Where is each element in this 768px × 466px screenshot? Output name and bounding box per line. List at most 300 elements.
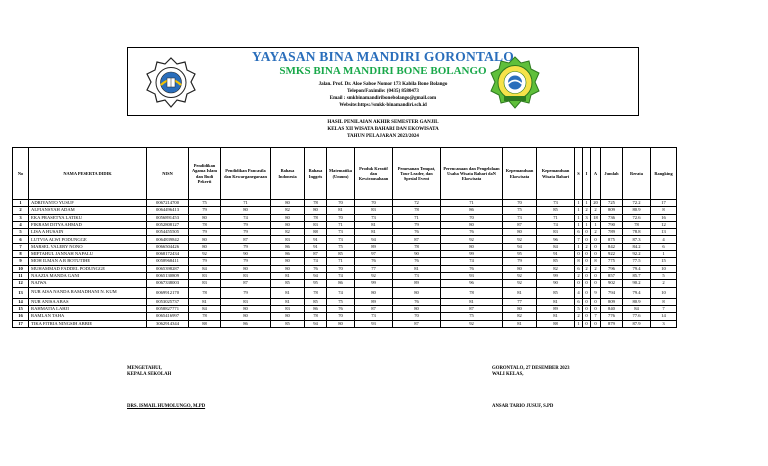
table-cell: 72.6: [623, 214, 651, 221]
table-cell: 70: [327, 214, 355, 221]
table-row: [13, 221, 677, 228]
table-cell: 2: [651, 280, 677, 287]
table-cell: 84: [623, 306, 651, 313]
row-number-cell: 2: [13, 207, 29, 214]
table-cell: 0: [583, 287, 591, 298]
table-cell: 0058827771: [147, 306, 189, 313]
table-cell: 76: [305, 265, 327, 272]
table-cell: 89: [355, 243, 393, 250]
table-cell: 91: [305, 243, 327, 250]
column-header: Pemesanan Tempat, Tour Leader, dan Spesial Event: [393, 148, 441, 200]
table-cell: 84: [537, 243, 575, 250]
table-cell: 0068172434: [147, 251, 189, 258]
student-name-cell: LUTVIA ALWI PODUNGGE: [29, 236, 147, 243]
table-cell: 71: [221, 200, 271, 207]
table-cell: 80: [271, 258, 305, 265]
table-cell: 0052808127: [147, 221, 189, 228]
table-cell: 78: [305, 313, 327, 320]
table-cell: 0065398287: [147, 265, 189, 272]
column-header: Perencanaan dan Pengelolaan Usaha Wisata Bahari daN Ekowisata: [441, 148, 503, 200]
table-cell: 789: [601, 229, 623, 236]
table-cell: 80: [189, 236, 221, 243]
table-cell: 775: [601, 258, 623, 265]
table-cell: 94: [305, 272, 327, 279]
table-row: [13, 313, 677, 320]
table-cell: 78: [189, 287, 221, 298]
school-website: Website:https://smkk-binamandiri.sch.id: [339, 103, 427, 108]
table-cell: 78: [305, 200, 327, 207]
table-cell: 85: [327, 251, 355, 258]
table-cell: 87.9: [623, 320, 651, 327]
column-header: Pendidikan Agama Islam dan Budi Pekerti: [189, 148, 221, 200]
report-class: KELAS XII WISATA BAHARI DAN EKOWISATA: [327, 126, 439, 132]
table-row: [13, 298, 677, 305]
table-cell: 78: [441, 287, 503, 298]
student-name-cell: RAHMATIA LAHJI: [29, 306, 147, 313]
table-cell: 0: [583, 229, 591, 236]
table-cell: 79: [393, 221, 441, 228]
table-cell: 73: [327, 229, 355, 236]
table-cell: 82: [537, 265, 575, 272]
table-cell: 70: [355, 200, 393, 207]
table-cell: 80: [503, 229, 537, 236]
table-cell: 85.7: [623, 272, 651, 279]
table-cell: 81: [441, 298, 503, 305]
table-cell: 6: [575, 298, 583, 305]
table-cell: 80: [271, 313, 305, 320]
table-cell: 80: [271, 214, 305, 221]
table-cell: 80: [221, 306, 271, 313]
school-address: Jalan. Prof. Dr. Aloe Saboe Nomor 173 Kabila Bone Bolango: [318, 82, 448, 87]
table-cell: 14: [651, 313, 677, 320]
table-cell: 79: [221, 287, 271, 298]
table-cell: 0064839842: [147, 236, 189, 243]
column-header: Jumlah: [601, 148, 623, 200]
table-cell: 3062914344: [147, 320, 189, 327]
table-cell: 74: [537, 221, 575, 228]
student-name-cell: TIKA FITRIA NINGSIH ABBIE: [29, 320, 147, 327]
table-cell: 1: [575, 207, 583, 214]
table-row: [13, 320, 677, 327]
table-cell: 70: [327, 313, 355, 320]
teacher-name: ANSAR TARIO JUSUF, S.PD: [492, 404, 554, 409]
table-row: [13, 287, 677, 298]
table-cell: 79.4: [623, 287, 651, 298]
column-header: Rangking: [651, 148, 677, 200]
table-cell: 842: [601, 243, 623, 250]
table-cell: 99: [441, 251, 503, 258]
table-cell: 79.4: [623, 265, 651, 272]
table-cell: 0: [591, 320, 601, 327]
table-cell: 0053025737: [147, 298, 189, 305]
table-cell: 84: [189, 306, 221, 313]
table-cell: 80: [393, 306, 441, 313]
table-cell: 0: [591, 272, 601, 279]
principal-signature-block: [127, 366, 171, 379]
table-cell: 73: [327, 236, 355, 243]
table-cell: 0: [583, 313, 591, 320]
table-cell: 0: [591, 243, 601, 250]
table-cell: 74: [441, 258, 503, 265]
table-cell: 2: [583, 207, 591, 214]
table-cell: 73: [537, 200, 575, 207]
table-cell: 17: [651, 200, 677, 207]
table-row: [13, 229, 677, 236]
teacher-signature-block: [492, 366, 569, 379]
table-cell: 92: [503, 280, 537, 287]
table-cell: 82: [271, 207, 305, 214]
table-cell: 0069912170: [147, 287, 189, 298]
table-cell: 5: [575, 306, 583, 313]
student-name-cell: ADRIYANTO YUSUF: [29, 200, 147, 207]
table-cell: 0: [591, 306, 601, 313]
table-cell: 0066504426: [147, 243, 189, 250]
table-cell: 3: [583, 214, 591, 221]
table-cell: 89: [393, 280, 441, 287]
table-cell: 72.2: [623, 200, 651, 207]
table-cell: 73: [393, 272, 441, 279]
table-cell: 82: [503, 313, 537, 320]
table-cell: 794: [601, 287, 623, 298]
table-cell: 1: [575, 243, 583, 250]
table-cell: 81: [327, 207, 355, 214]
table-cell: 80: [441, 243, 503, 250]
table-row: [13, 265, 677, 272]
table-cell: 2: [591, 207, 601, 214]
table-cell: 92: [441, 320, 503, 327]
table-cell: 70: [393, 313, 441, 320]
row-number-cell: 9: [13, 258, 29, 265]
table-cell: 79: [503, 258, 537, 265]
table-cell: 80.9: [623, 207, 651, 214]
table-cell: 80: [271, 265, 305, 272]
table-cell: 83: [271, 306, 305, 313]
homeroom-title: WALI KELAS,: [492, 372, 524, 378]
table-cell: 0: [583, 306, 591, 313]
table-cell: 796: [601, 265, 623, 272]
table-cell: 85: [305, 298, 327, 305]
table-cell: 0: [591, 298, 601, 305]
table-cell: 2: [575, 313, 583, 320]
table-cell: 86: [327, 280, 355, 287]
column-header: A: [591, 148, 601, 200]
table-row: [13, 214, 677, 221]
table-cell: 809: [601, 298, 623, 305]
table-cell: 2: [591, 265, 601, 272]
table-cell: 80: [221, 207, 271, 214]
table-cell: 0: [583, 236, 591, 243]
table-cell: 80: [503, 306, 537, 313]
table-cell: 83: [537, 229, 575, 236]
table-cell: 3: [651, 320, 677, 327]
principal-name: DRS. ISMAIL HUMOLUNGO, M.PD: [127, 404, 206, 409]
table-cell: 6: [575, 229, 583, 236]
school-email: Email : smkbinamandiribonebolango@gmail.com: [329, 96, 437, 101]
school-phone: Telepon/Faximile: (0435) 8580473: [347, 89, 419, 94]
row-number-cell: 11: [13, 272, 29, 279]
student-name-cell: ALFIANSYAH ADAM: [29, 207, 147, 214]
table-cell: 0: [583, 280, 591, 287]
table-cell: 87: [503, 221, 537, 228]
table-cell: 93: [355, 320, 393, 327]
table-row: [13, 272, 677, 279]
table-cell: 76: [393, 229, 441, 236]
table-cell: 87.3: [623, 236, 651, 243]
table-cell: 0054455505: [147, 229, 189, 236]
table-cell: 7: [591, 313, 601, 320]
table-cell: 71: [327, 221, 355, 228]
table-cell: 74: [327, 287, 355, 298]
column-header: I: [583, 148, 591, 200]
table-cell: 0: [583, 251, 591, 258]
table-cell: 840: [601, 306, 623, 313]
letterhead: [127, 47, 639, 116]
table-cell: 776: [601, 313, 623, 320]
table-row: [13, 207, 677, 214]
table-cell: 83: [189, 280, 221, 287]
table-cell: 87: [305, 251, 327, 258]
column-header: S: [575, 148, 583, 200]
table-cell: 1: [575, 214, 583, 221]
table-cell: 93: [441, 272, 503, 279]
table-cell: 1: [575, 200, 583, 207]
place-date: GORONTALO, 27 DESEMBER 2023: [492, 366, 570, 371]
table-cell: 71: [393, 214, 441, 221]
table-cell: 4: [575, 287, 583, 298]
table-cell: 20: [591, 200, 601, 207]
student-name-cell: NAAZIA MANDA GANI: [29, 272, 147, 279]
table-cell: 736: [601, 214, 623, 221]
table-cell: 94: [503, 243, 537, 250]
table-cell: 79: [221, 243, 271, 250]
table-cell: 85: [271, 320, 305, 327]
table-cell: 857: [601, 272, 623, 279]
table-cell: 84: [189, 265, 221, 272]
table-cell: 725: [601, 200, 623, 207]
table-cell: 80: [271, 221, 305, 228]
row-number-cell: 5: [13, 229, 29, 236]
table-cell: 0056891453: [147, 214, 189, 221]
table-cell: 73: [503, 214, 537, 221]
principal-title: KEPALA SEKOLAH: [127, 372, 172, 378]
table-cell: 78: [189, 221, 221, 228]
acknowledged-label: MENGETAHUI,: [127, 366, 162, 371]
student-name-cell: RAMLAN TAHA: [29, 313, 147, 320]
table-cell: 87: [221, 280, 271, 287]
table-cell: 0065130809: [147, 272, 189, 279]
table-cell: 92: [503, 236, 537, 243]
grades-table: [12, 147, 677, 328]
table-cell: 77: [355, 265, 393, 272]
table-cell: 85: [537, 258, 575, 265]
table-cell: 96: [537, 236, 575, 243]
table-cell: 78.8: [623, 229, 651, 236]
table-cell: 78: [305, 214, 327, 221]
student-name-cell: MOH ILMAN A R BOTUTIHE: [29, 258, 147, 265]
table-cell: 95: [503, 251, 537, 258]
table-cell: 71: [327, 258, 355, 265]
row-number-cell: 14: [13, 298, 29, 305]
table-header-row: [13, 148, 677, 200]
foundation-name: YAYASAN BINA MANDIRI GORONTALO: [252, 49, 514, 64]
report-year: TAHUN PELAJARAN 2023/2024: [347, 133, 419, 139]
column-header: Matematika (Umum): [327, 148, 355, 200]
table-cell: 0: [575, 251, 583, 258]
table-cell: 1: [591, 221, 601, 228]
table-cell: 70: [327, 200, 355, 207]
column-header: Kepemanduan Wisata Bahari: [537, 148, 575, 200]
table-cell: 81: [537, 313, 575, 320]
table-cell: 76: [393, 258, 441, 265]
table-cell: 16: [651, 214, 677, 221]
table-cell: 0: [591, 236, 601, 243]
table-cell: 80: [503, 265, 537, 272]
table-cell: 85: [537, 287, 575, 298]
table-cell: 73: [355, 214, 393, 221]
table-cell: 94: [355, 236, 393, 243]
table-cell: 80: [327, 320, 355, 327]
table-cell: 88: [189, 320, 221, 327]
table-cell: 12: [651, 221, 677, 228]
table-cell: 2: [583, 243, 591, 250]
student-name-cell: LISA A HUSAIN: [29, 229, 147, 236]
table-row: [13, 236, 677, 243]
table-cell: 92: [355, 272, 393, 279]
table-cell: 10: [651, 265, 677, 272]
table-cell: 8: [651, 207, 677, 214]
table-cell: 73: [355, 313, 393, 320]
table-cell: 83: [221, 298, 271, 305]
table-cell: 76: [393, 298, 441, 305]
table-cell: 4: [651, 236, 677, 243]
table-cell: 9: [591, 287, 601, 298]
table-cell: 75: [327, 298, 355, 305]
column-header: Bahasa Inggris: [305, 148, 327, 200]
table-cell: 0065416997: [147, 313, 189, 320]
table-cell: 80: [221, 265, 271, 272]
column-header: Kepemanduan Ekowisata: [503, 148, 537, 200]
table-cell: 76: [327, 306, 355, 313]
table-cell: 8: [651, 298, 677, 305]
table-cell: 1: [583, 200, 591, 207]
table-cell: 99: [355, 280, 393, 287]
student-name-cell: MIFTAHUL JANNAH NAPALU: [29, 251, 147, 258]
table-cell: 75: [189, 200, 221, 207]
table-cell: 77: [503, 298, 537, 305]
table-cell: 91: [305, 236, 327, 243]
row-number-cell: 4: [13, 221, 29, 228]
table-cell: 75: [327, 243, 355, 250]
table-cell: 18: [591, 214, 601, 221]
table-cell: 86: [271, 251, 305, 258]
row-number-cell: 1: [13, 200, 29, 207]
table-cell: 78: [305, 287, 327, 298]
table-cell: 790: [601, 221, 623, 228]
table-cell: 80: [393, 287, 441, 298]
table-cell: 77.6: [623, 313, 651, 320]
row-number-cell: 7: [13, 243, 29, 250]
table-cell: 86: [221, 320, 271, 327]
table-cell: 809: [601, 207, 623, 214]
table-cell: 88: [305, 229, 327, 236]
student-name-cell: MARSEL VALERY NONO: [29, 243, 147, 250]
table-cell: 875: [601, 236, 623, 243]
table-cell: 92: [503, 272, 537, 279]
table-cell: 92: [441, 236, 503, 243]
table-cell: 0: [591, 251, 601, 258]
table-cell: 81: [503, 320, 537, 327]
column-header: Produk Kreatif dan Kewirausahaan: [355, 148, 393, 200]
table-cell: 70: [441, 214, 503, 221]
table-cell: 83: [221, 272, 271, 279]
table-cell: 96: [441, 280, 503, 287]
column-header: Rerata: [623, 148, 651, 200]
row-number-cell: 3: [13, 214, 29, 221]
table-cell: 83: [189, 272, 221, 279]
table-cell: 81: [271, 298, 305, 305]
table-cell: 2: [575, 272, 583, 279]
table-cell: 74: [305, 258, 327, 265]
table-cell: 72: [393, 200, 441, 207]
table-cell: 81: [271, 287, 305, 298]
table-cell: 75: [441, 313, 503, 320]
table-cell: 74: [327, 272, 355, 279]
table-cell: 71: [441, 200, 503, 207]
column-header: Pendidikan Pancasila dan Kewarganegaraan: [221, 148, 271, 200]
table-cell: 7: [575, 236, 583, 243]
report-heading: [127, 120, 639, 140]
report-title: HASIL PENILAIAN AKHIR SEMESTER GANJIL: [327, 120, 439, 125]
column-header: NISN: [147, 148, 189, 200]
student-name-cell: NUR ANISA ABAS: [29, 298, 147, 305]
table-cell: 879: [601, 320, 623, 327]
table-cell: 2: [591, 229, 601, 236]
table-cell: 78: [393, 207, 441, 214]
table-cell: 90: [393, 251, 441, 258]
table-cell: 1: [651, 251, 677, 258]
table-body: [13, 200, 677, 328]
table-cell: 8: [575, 258, 583, 265]
table-cell: 86: [271, 243, 305, 250]
table-cell: 85: [271, 280, 305, 287]
table-cell: 91: [537, 251, 575, 258]
table-cell: 86: [305, 306, 327, 313]
table-cell: 81: [355, 229, 393, 236]
table-cell: 79: [189, 229, 221, 236]
table-cell: 79: [189, 207, 221, 214]
table-cell: 81: [503, 287, 537, 298]
table-cell: 922: [601, 251, 623, 258]
table-cell: 78: [623, 221, 651, 228]
table-row: [13, 306, 677, 313]
table-cell: 80: [441, 221, 503, 228]
table-cell: 75: [503, 207, 537, 214]
table-cell: 87: [441, 306, 503, 313]
row-number-cell: 15: [13, 306, 29, 313]
table-cell: 81: [393, 265, 441, 272]
table-cell: 82: [271, 229, 305, 236]
table-cell: 97: [355, 251, 393, 258]
table-cell: 87: [221, 236, 271, 243]
table-cell: 80.9: [623, 298, 651, 305]
table-cell: 80: [271, 200, 305, 207]
table-cell: 83: [355, 207, 393, 214]
table-cell: 86: [441, 207, 503, 214]
table-cell: 71: [537, 214, 575, 221]
row-number-cell: 6: [13, 236, 29, 243]
table-cell: 84.2: [623, 243, 651, 250]
table-cell: 78: [393, 243, 441, 250]
